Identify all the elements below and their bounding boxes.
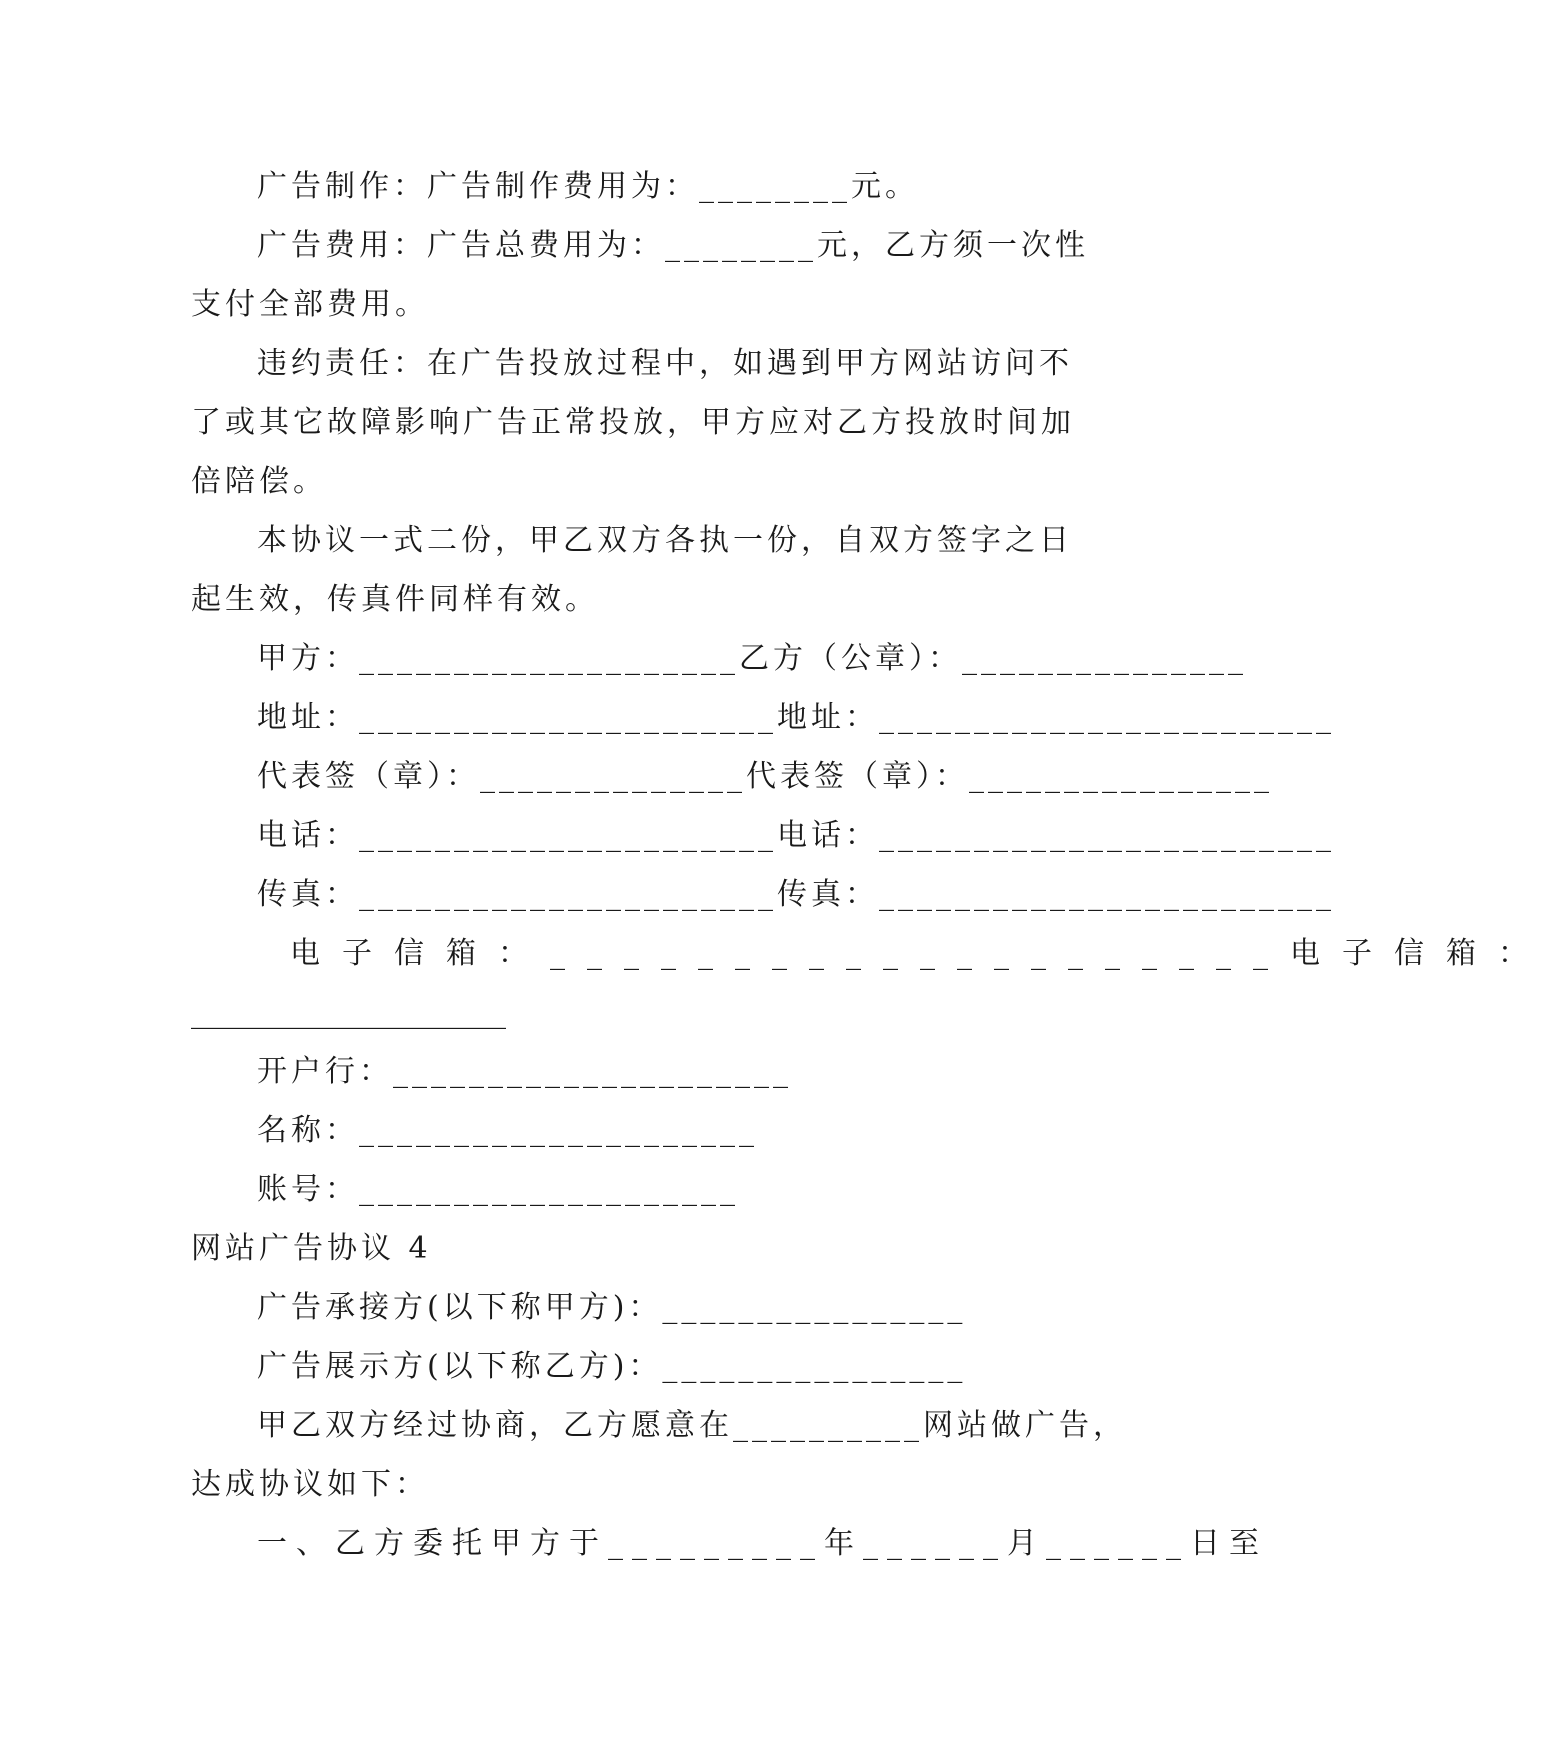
fee-total-line-cont: 支付全部费用。 (191, 287, 429, 322)
agreement-intro-line-cont: 达成协议如下： (191, 1467, 429, 1502)
email-line-cont: _____________________ (191, 995, 506, 1030)
liability-line-cont-2: 倍陪偿。 (191, 464, 327, 499)
agreement-intro-line: 甲乙双方经过协商，乙方愿意在__________网站做广告， (257, 1408, 1127, 1443)
party-line: 甲方：____________________乙方（公章）：_______________ (257, 641, 1247, 676)
liability-line-cont-1: 了或其它故障影响广告正常投放，甲方应对乙方投放时间加 (191, 405, 1075, 440)
liability-line: 违约责任：在广告投放过程中，如遇到甲方网站访问不 (257, 346, 1073, 381)
phone-line: 电话：______________________电话：________________________ (257, 818, 1335, 853)
copies-line-cont: 起生效，传真件同样有效。 (191, 582, 599, 617)
fee-production-line: 广告制作：广告制作费用为：________元。 (257, 169, 919, 204)
party-a-line: 广告承接方(以下称甲方)：________________ (257, 1290, 967, 1325)
copies-line: 本协议一式二份，甲乙双方各执一份，自双方签字之日 (257, 523, 1073, 558)
email-line: 电子信箱：____________________电子信箱： (290, 936, 1550, 971)
representative-line: 代表签（章）：______________代表签（章）：________________ (257, 759, 1273, 794)
account-name-line: 名称：_____________________ (257, 1113, 758, 1148)
section-heading: 网站广告协议 4 (191, 1231, 432, 1266)
address-line: 地址：______________________地址：________________________ (257, 700, 1335, 735)
account-number-line: 账号：____________________ (257, 1172, 739, 1207)
bank-line: 开户行：_____________________ (257, 1054, 792, 1089)
clause-one-line: 一、乙方委托甲方于_________年______月______日至 (257, 1526, 1268, 1561)
party-b-line: 广告展示方(以下称乙方)：________________ (257, 1349, 967, 1384)
fax-line: 传真：______________________传真：________________________ (257, 877, 1335, 912)
fee-total-line: 广告费用：广告总费用为：________元，乙方须一次性 (257, 228, 1089, 263)
